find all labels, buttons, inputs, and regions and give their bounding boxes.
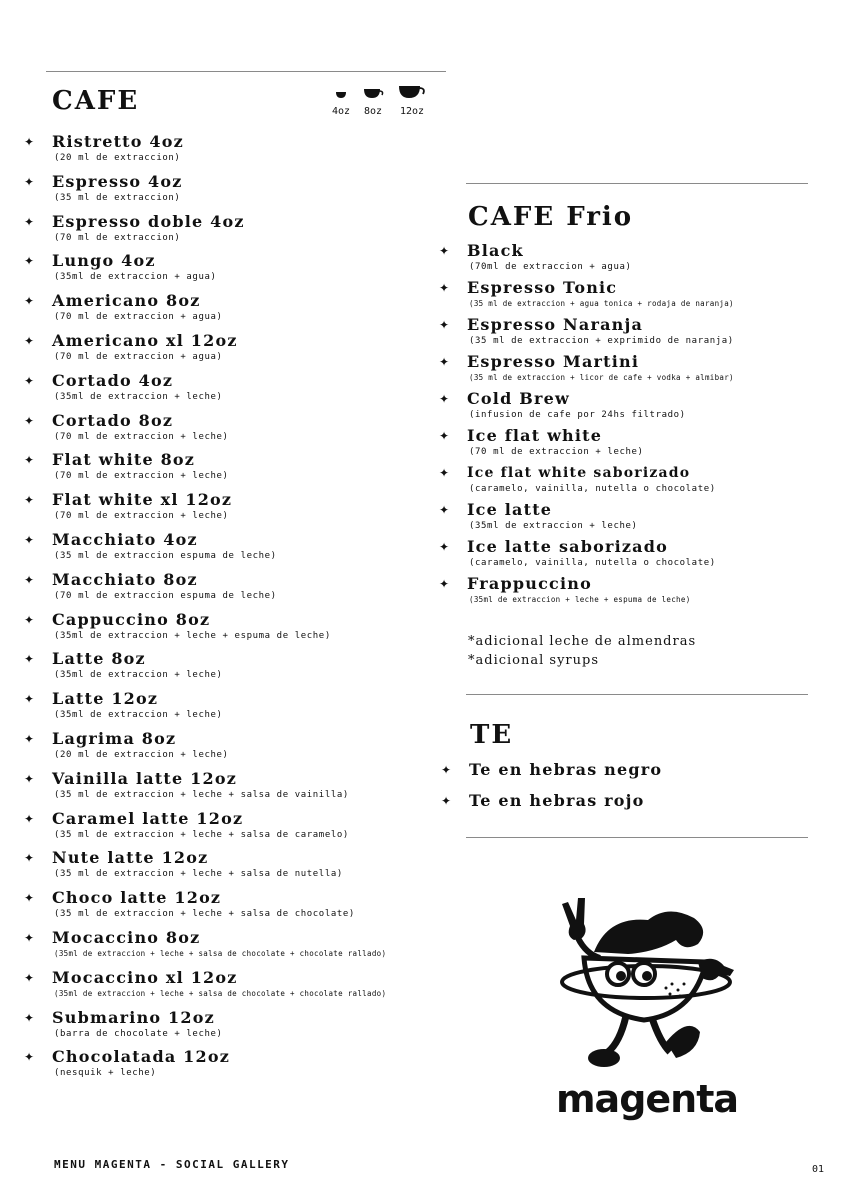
menu-item-name: Americano 8oz: [52, 291, 201, 311]
menu-item-name: Ice flat white saborizado: [467, 465, 691, 481]
menu-item-name: Lungo 4oz: [52, 251, 156, 271]
star-bullet-icon: ✦: [439, 244, 450, 258]
menu-item: [24, 490, 233, 522]
menu-item: [439, 426, 644, 458]
menu-item-description: (20 ml de extraccion): [54, 153, 181, 163]
menu-item-description: (35ml de extraccion + leche): [54, 391, 223, 402]
menu-item: [24, 530, 277, 562]
menu-item-name: Espresso Naranja: [467, 315, 644, 334]
menu-item-name: Vainilla latte 12oz: [52, 768, 237, 788]
coffee-cup-mascot-icon: [548, 892, 748, 1082]
cafe-frio-title: CAFE Frio: [468, 202, 634, 232]
logo-divider: [466, 837, 808, 838]
star-bullet-icon: ✦: [439, 577, 450, 591]
menu-item-description: (35 ml de extraccion + leche + salsa de nutella): [54, 869, 343, 880]
menu-item-description: (35ml de extraccion + leche + salsa de chocolate + chocolate rallado): [54, 988, 387, 998]
star-bullet-icon: ✦: [24, 334, 35, 348]
menu-item-description: (70 ml de extraccion + leche): [469, 447, 644, 457]
menu-item-description: (nesquik + leche): [54, 1068, 157, 1079]
menu-item-description: (70 ml de extraccion espuma de leche): [54, 590, 277, 601]
menu-item-description: (35ml de extraccion + agua): [54, 272, 217, 283]
menu-item-name: Americano xl 12oz: [52, 331, 238, 350]
menu-item-name: Submarino 12oz: [52, 1007, 215, 1027]
menu-item: [439, 278, 734, 310]
menu-item-name: Lagrima 8oz: [52, 729, 177, 748]
menu-item: [24, 888, 355, 920]
menu-item: [24, 331, 238, 363]
menu-item-name: Choco latte 12oz: [52, 888, 222, 908]
star-bullet-icon: ✦: [439, 392, 450, 406]
menu-item: [439, 574, 691, 606]
menu-item-description: (35ml de extraccion + leche + espuma de leche): [469, 595, 691, 604]
menu-item-name: Ice flat white: [467, 426, 603, 445]
cup-label: 4oz: [331, 106, 351, 117]
menu-item-name: Ristretto 4oz: [52, 132, 184, 151]
star-bullet-icon: ✦: [24, 891, 35, 906]
star-bullet-icon: ✦: [24, 771, 35, 786]
star-bullet-icon: ✦: [24, 135, 35, 149]
page-number: 01: [812, 1164, 825, 1175]
menu-item-name: Espresso Martini: [467, 352, 640, 371]
menu-item-name: Frappuccino: [467, 574, 592, 593]
star-bullet-icon: ✦: [439, 281, 450, 295]
menu-item: [439, 537, 716, 569]
menu-item: [439, 241, 632, 273]
menu-item-description: (35ml de extraccion + leche + espuma de leche): [54, 630, 331, 641]
star-bullet-icon: ✦: [24, 413, 35, 428]
menu-item: [24, 1007, 223, 1040]
small-cup-icon: [330, 84, 352, 102]
footer-text: MENU MAGENTA - SOCIAL GALLERY: [54, 1158, 290, 1171]
menu-item-name: Cortado 8oz: [52, 410, 174, 430]
cup-label: 8oz: [363, 106, 383, 117]
menu-item-description: (35 ml de extraccion + agua tonica + rodaja de naranja): [469, 299, 734, 308]
menu-item-description: (35 ml de extraccion espuma de leche): [54, 551, 277, 561]
menu-item-name: Nute latte 12oz: [52, 848, 209, 868]
menu-item-description: (35 ml de extraccion): [54, 192, 181, 203]
cup-size-legend: [330, 84, 430, 120]
star-bullet-icon: ✦: [24, 214, 35, 229]
menu-item-name: Latte 12oz: [52, 689, 159, 709]
menu-item: [24, 729, 229, 761]
menu-item-description: (35 ml de extraccion + licor de cafe + vodka + almibar): [469, 373, 734, 382]
menu-item-name: Espresso Tonic: [467, 278, 618, 297]
star-bullet-icon: ✦: [439, 466, 450, 480]
menu-item-name: Mocaccino 8oz: [52, 928, 201, 947]
menu-item: [24, 370, 223, 403]
star-bullet-icon: ✦: [441, 794, 452, 808]
menu-item: [24, 450, 229, 482]
star-bullet-icon: ✦: [439, 503, 450, 517]
menu-item: [24, 569, 277, 602]
menu-item-description: (70 ml de extraccion + agua): [54, 312, 223, 323]
star-bullet-icon: ✦: [24, 851, 35, 866]
star-bullet-icon: ✦: [24, 1010, 35, 1025]
menu-item: [24, 848, 343, 880]
menu-item-name: Espresso 4oz: [52, 171, 183, 191]
menu-item-description: (35ml de extraccion + leche): [54, 670, 223, 681]
menu-item-name: Te en hebras negro: [469, 760, 663, 779]
menu-item-name: Caramel latte 12oz: [52, 808, 244, 828]
star-bullet-icon: ✦: [24, 811, 35, 826]
medium-cup-icon: [360, 84, 386, 102]
note-almond-milk: *adicional leche de almendras: [468, 634, 697, 649]
menu-item-description: (35ml de extraccion + leche): [54, 710, 223, 721]
menu-item-description: (35 ml de extraccion + leche + salsa de chocolate): [54, 909, 355, 920]
note-syrups: *adicional syrups: [468, 653, 600, 668]
menu-item-description: (infusion de cafe por 24hs filtrado): [469, 410, 686, 420]
star-bullet-icon: ✦: [439, 429, 450, 443]
menu-item: [439, 500, 638, 532]
menu-item-name: Cortado 4oz: [52, 370, 174, 390]
menu-item-description: (35 ml de extraccion + exprimido de naranja): [469, 336, 734, 346]
menu-item: [24, 211, 245, 244]
star-bullet-icon: ✦: [439, 318, 450, 332]
menu-item-description: (70ml de extraccion + agua): [469, 262, 632, 272]
cup-size-12oz: [396, 84, 428, 118]
cup-label: 12oz: [399, 106, 425, 117]
cup-size-8oz: [360, 84, 386, 118]
menu-item: [24, 410, 229, 443]
menu-item: [441, 760, 663, 780]
te-title: TE: [470, 720, 514, 750]
menu-item-name: Te en hebras rojo: [469, 791, 645, 810]
menu-item: [24, 649, 223, 681]
cafe-frio-divider: [466, 183, 808, 184]
menu-item-description: (35ml de extraccion + leche): [469, 521, 638, 531]
menu-item: [24, 171, 183, 204]
menu-item-name: Flat white 8oz: [52, 450, 196, 470]
star-bullet-icon: ✦: [439, 540, 450, 554]
cafe-title: CAFE: [52, 86, 140, 116]
menu-item: [439, 315, 734, 347]
menu-item: [439, 389, 686, 421]
star-bullet-icon: ✦: [24, 652, 35, 667]
menu-item-name: Black: [467, 241, 524, 260]
menu-item: [441, 791, 645, 811]
menu-item-name: Cappuccino 8oz: [52, 609, 211, 629]
menu-item: [24, 768, 349, 801]
menu-item: [24, 689, 223, 721]
star-bullet-icon: ✦: [24, 1050, 35, 1065]
menu-item-name: Ice latte saborizado: [467, 537, 669, 556]
menu-item-name: Macchiato 4oz: [52, 530, 198, 549]
large-cup-icon: [396, 84, 428, 102]
star-bullet-icon: ✦: [24, 174, 35, 189]
star-bullet-icon: ✦: [24, 254, 35, 269]
menu-item-name: Latte 8oz: [52, 649, 146, 669]
star-bullet-icon: ✦: [24, 453, 35, 468]
menu-item: [24, 967, 387, 1000]
star-bullet-icon: ✦: [24, 373, 35, 388]
menu-item-name: Ice latte: [467, 500, 553, 519]
star-bullet-icon: ✦: [439, 355, 450, 369]
star-bullet-icon: ✦: [24, 692, 35, 707]
star-bullet-icon: ✦: [24, 493, 35, 508]
star-bullet-icon: ✦: [24, 612, 35, 627]
menu-item-name: Espresso doble 4oz: [52, 211, 245, 231]
menu-item-description: (caramelo, vainilla, nutella o chocolate): [469, 484, 716, 494]
menu-item-description: (70 ml de extraccion): [54, 232, 181, 243]
star-bullet-icon: ✦: [24, 732, 35, 746]
menu-item-name: Chocolatada 12oz: [52, 1047, 231, 1067]
menu-item: [439, 352, 734, 384]
menu-item: [24, 132, 184, 164]
star-bullet-icon: ✦: [24, 294, 35, 309]
menu-item: [24, 928, 387, 960]
star-bullet-icon: ✦: [441, 763, 452, 777]
menu-item: [24, 609, 331, 642]
menu-item-description: (70 ml de extraccion + leche): [54, 431, 229, 442]
menu-item: [24, 1047, 231, 1079]
menu-item-description: (barra de chocolate + leche): [54, 1028, 223, 1039]
menu-item-name: Cold Brew: [467, 389, 570, 408]
menu-item-description: (20 ml de extraccion + leche): [54, 750, 229, 760]
cup-size-4oz: [330, 84, 352, 118]
menu-item: [24, 808, 349, 841]
menu-item: [24, 291, 223, 323]
menu-item-description: (70 ml de extraccion + agua): [54, 352, 223, 362]
menu-item-description: (35 ml de extraccion + leche + salsa de vainilla): [54, 789, 349, 800]
menu-item-name: Flat white xl 12oz: [52, 490, 233, 510]
te-divider: [466, 694, 808, 695]
menu-item-name: Macchiato 8oz: [52, 569, 198, 589]
menu-item-name: Mocaccino xl 12oz: [52, 967, 238, 987]
menu-item-description: (caramelo, vainilla, nutella o chocolate): [469, 558, 716, 568]
menu-item-description: (35ml de extraccion + leche + salsa de chocolate + chocolate rallado): [54, 949, 387, 958]
menu-item: [24, 251, 217, 283]
menu-item: [439, 463, 716, 495]
magenta-logo-wordmark: magenta: [555, 1077, 739, 1121]
top-divider: [46, 71, 446, 72]
menu-item-description: (70 ml de extraccion + leche): [54, 511, 229, 522]
star-bullet-icon: ✦: [24, 931, 35, 945]
star-bullet-icon: ✦: [24, 533, 35, 547]
star-bullet-icon: ✦: [24, 572, 35, 587]
star-bullet-icon: ✦: [24, 970, 35, 985]
menu-item-description: (35 ml de extraccion + leche + salsa de caramelo): [54, 829, 349, 840]
menu-item-description: (70 ml de extraccion + leche): [54, 471, 229, 482]
